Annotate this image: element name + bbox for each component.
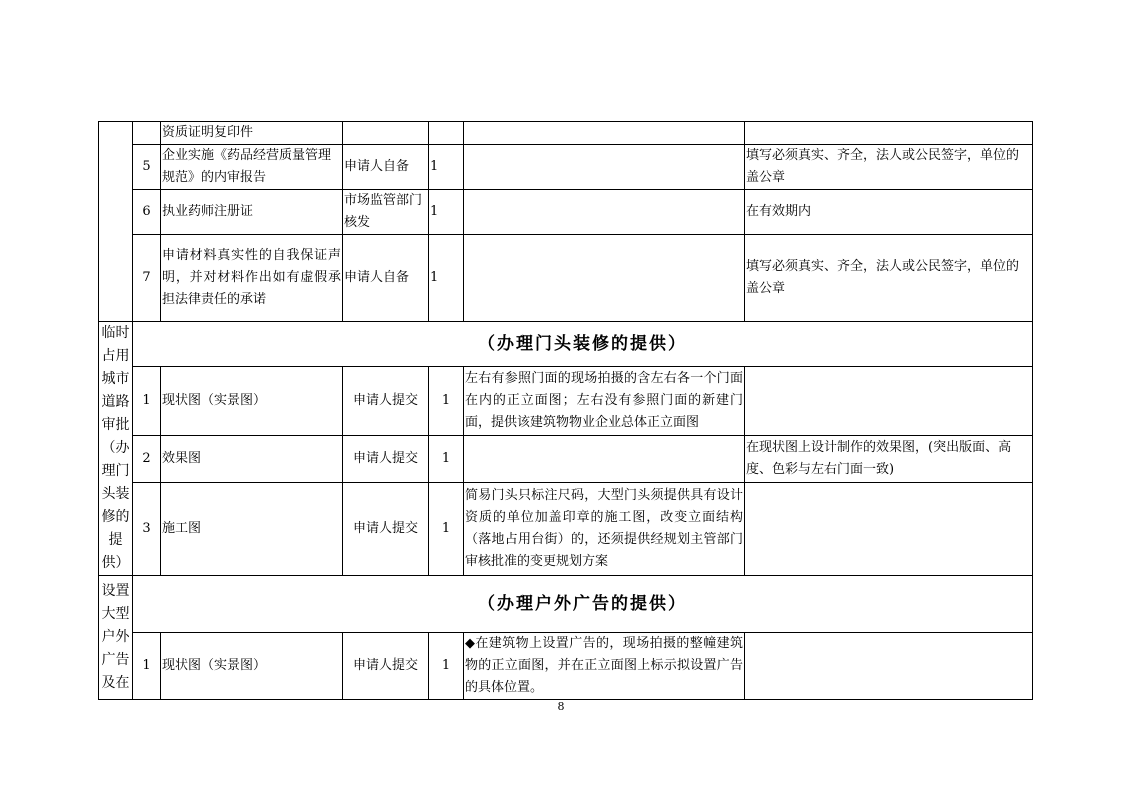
material-standard (464, 235, 745, 322)
row-number: 5 (133, 145, 161, 190)
material-source: 申请人提交 (343, 366, 429, 436)
row-number: 7 (133, 235, 161, 322)
material-name: 资质证明复印件 (161, 122, 343, 145)
section-heading: （办理户外广告的提供） (133, 576, 1033, 633)
table-row (99, 366, 1033, 436)
copy-count: 1 (429, 145, 464, 190)
material-name: 效果图 (161, 436, 343, 483)
row-number: 3 (133, 483, 161, 576)
section-heading-row (99, 576, 1033, 633)
material-note: 在现状图上设计制作的效果图，(突出版面、高度、色彩与左右门面一致) (745, 436, 1033, 483)
category-cell-continued (99, 122, 133, 322)
material-source: 申请人提交 (343, 483, 429, 576)
table-row (99, 483, 1033, 576)
material-note (745, 122, 1033, 145)
material-source: 市场监管部门核发 (343, 190, 429, 235)
row-number: 2 (133, 436, 161, 483)
category-outdoor-advertising: 设置大型户外广告及在 (99, 576, 133, 700)
row-number: 6 (133, 190, 161, 235)
table-row (99, 436, 1033, 483)
copy-count: 1 (429, 633, 464, 700)
section-heading: （办理门头装修的提供） (133, 322, 1033, 367)
materials-table (98, 121, 1033, 700)
copy-count: 1 (429, 235, 464, 322)
copy-count: 1 (429, 366, 464, 436)
material-note: 在有效期内 (745, 190, 1033, 235)
material-note (745, 366, 1033, 436)
table-row (99, 145, 1033, 190)
table-row (99, 122, 1033, 145)
table-row (99, 235, 1033, 322)
material-note (745, 633, 1033, 700)
category-door-renovation: 临时占用城市道路审批（办理门头装修的提供） (99, 322, 133, 576)
material-standard (464, 436, 745, 483)
material-standard (464, 145, 745, 190)
material-name: 现状图（实景图） (161, 366, 343, 436)
row-number: 1 (133, 633, 161, 700)
material-standard: 左右有参照门面的现场拍摄的含左右各一个门面在内的正立面图；左右没有参照门面的新建门面，提供该建筑物物业企业总体正立面图 (464, 366, 745, 436)
table-row (99, 633, 1033, 700)
material-name: 现状图（实景图） (161, 633, 343, 700)
material-source: 申请人自备 (343, 145, 429, 190)
table-row (99, 190, 1033, 235)
material-name: 施工图 (161, 483, 343, 576)
material-standard (464, 190, 745, 235)
material-name: 执业药师注册证 (161, 190, 343, 235)
copy-count (429, 122, 464, 145)
copy-count: 1 (429, 190, 464, 235)
material-note (745, 483, 1033, 576)
page-number: 8 (557, 700, 565, 713)
material-name: 申请材料真实性的自我保证声明，并对材料作出如有虚假承担法律责任的承诺 (161, 235, 343, 322)
copy-count: 1 (429, 483, 464, 576)
material-source: 申请人提交 (343, 633, 429, 700)
material-standard: 简易门头只标注尺码，大型门头须提供具有设计资质的单位加盖印章的施工图，改变立面结构（落地占用台街）的，还须提供经规划主管部门审核批准的变更规划方案 (464, 483, 745, 576)
material-name: 企业实施《药品经营质量管理规范》的内审报告 (161, 145, 343, 190)
row-number (133, 122, 161, 145)
material-source: 申请人自备 (343, 235, 429, 322)
material-note: 填写必须真实、齐全，法人或公民签字，单位的盖公章 (745, 235, 1033, 322)
section-heading-row (99, 322, 1033, 367)
material-source: 申请人提交 (343, 436, 429, 483)
copy-count: 1 (429, 436, 464, 483)
row-number: 1 (133, 366, 161, 436)
material-source (343, 122, 429, 145)
material-standard (464, 122, 745, 145)
material-standard: ◆在建筑物上设置广告的，现场拍摄的整幢建筑物的正立面图，并在正立面图上标示拟设置广告的具体位置。 (464, 633, 745, 700)
material-note: 填写必须真实、齐全，法人或公民签字，单位的盖公章 (745, 145, 1033, 190)
